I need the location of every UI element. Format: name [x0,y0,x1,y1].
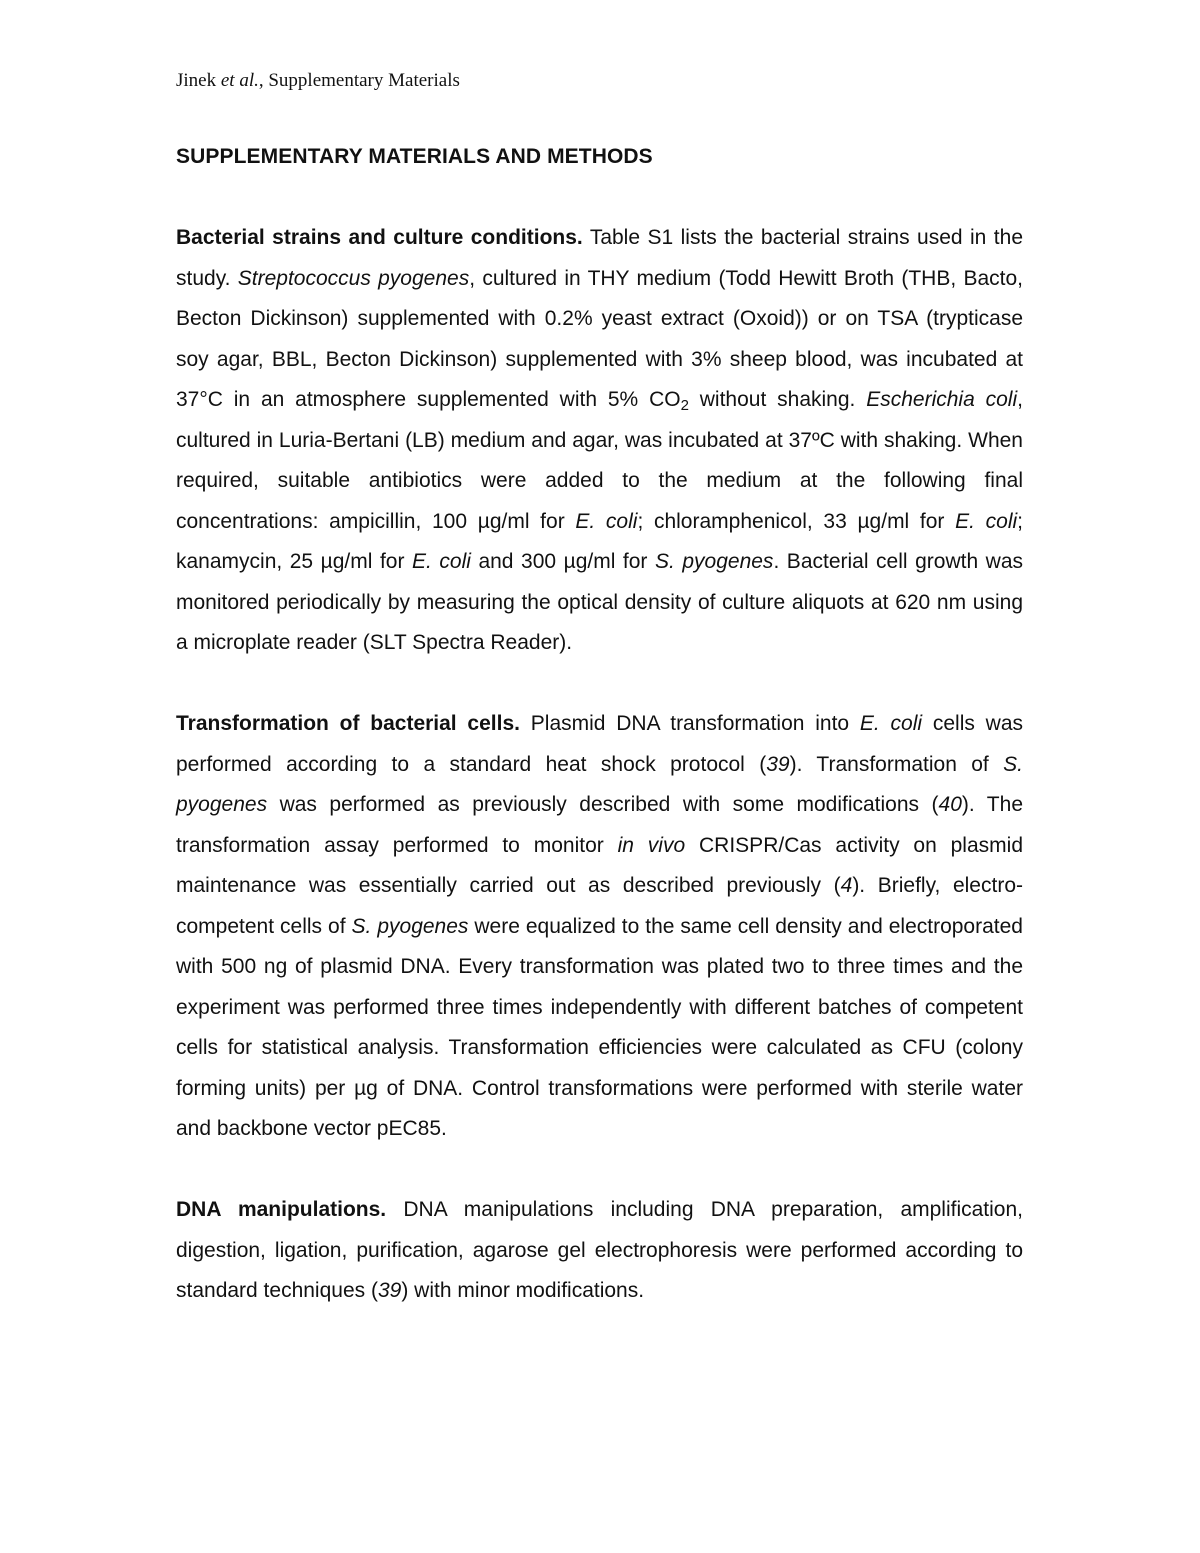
header-author: Jinek [176,70,221,91]
species-name: S. pyogenes [654,550,774,573]
text-run: ) with minor modifications. [401,1279,645,1302]
text-run: . Bacterial cell growth was monitored periodically by measuring the optical density of culture aliquots at 620 nm using a microplate reader (SLT Spectra Reader). [176,550,1024,654]
text-run: Table S1 lists the bacterial strains used in the study. [176,226,1024,290]
section-title: SUPPLEMENTARY MATERIALS AND METHODS [176,145,653,168]
citation-number: 39 [377,1279,402,1302]
citation-number: 40 [938,793,962,816]
paragraph-heading-bacterial-strains: Bacterial strains and culture conditions. [176,226,583,249]
text-run: , cultured in Luria-Bertani (LB) medium and agar, was incubated at 37ºC with shaking. When required, suitable antibiotics were added to the medium at the following final concentrations: ampicillin, 100 µg/ml for [176,388,1023,533]
paragraph-heading-transformation: Transformation of bacterial cells. [176,712,520,735]
species-name: Streptococcus pyogenes [237,266,470,290]
paragraph-dna-manipulations [176,1190,1023,1312]
species-name: Escherichia coli [866,388,1018,411]
paragraph-heading-dna-manipulations: DNA manipulations. [176,1198,387,1221]
species-name: E. coli [859,712,923,735]
subscript: 2 [680,397,689,414]
species-name: S. pyogenes [176,752,1024,816]
document-body [176,137,1023,1312]
text-run: without shaking. [688,388,867,411]
species-name: E. coli [412,550,471,573]
text-run: ; chloramphenicol, 33 µg/ml for [637,509,956,533]
text-run: Plasmid DNA transformation into [519,712,860,735]
citation-number: 4 [840,874,853,897]
citation-number: 39 [766,752,790,776]
paragraph-transformation [176,704,1023,1150]
header-rest: , Supplementary Materials [258,70,460,91]
italic-term: in vivo [617,833,686,857]
species-name: S. pyogenes [351,914,469,938]
species-name: E. coli [955,509,1018,533]
text-run: ). The transformation assay performed to monitor [176,793,1023,857]
text-run: ). Transformation of [789,752,1004,776]
text-run: were equalized to the same cell density and electroporated with 500 ng of plasmid DNA. Every transformation was plated two to three times and the experiment was performed three times independently with different batches of competent cells for statistical analysis. Transformation efficiencies were calculated as CFU (colony forming units) per µg of DNA. Control transformations were performed with sterile water and backbone vector pEC85. [176,914,1023,1140]
header-et-al: et al. [220,70,259,91]
text-run: ; kanamycin, 25 µg/ml for [176,509,1024,573]
paragraph-bacterial-strains [176,218,1023,664]
text-run: and 300 µg/ml for [470,550,655,573]
text-run: was performed as previously described with some modifications ( [267,793,939,816]
text-run: ). Briefly, electro-competent cells of [176,874,1023,938]
species-name: E. coli [575,509,638,533]
text-run: DNA manipulations including DNA preparation, amplification, digestion, ligation, purification, agarose gel electrophoresis were performed according to standard techniques ( [176,1198,1024,1302]
text-run: , cultured in THY medium (Todd Hewitt Broth (THB, Bacto, Becton Dickinson) supplemented with 0.2% yeast extract (Oxoid)) or on TSA (trypticase soy agar, BBL, Becton Dickinson) supplemented with 3% sheep blood, was incubated at 37°C in an atmosphere supplemented with 5% CO [176,266,1024,411]
running-header [176,68,460,94]
text-run: CRISPR/Cas activity on plasmid maintenance was essentially carried out as described previously ( [176,833,1023,897]
text-run: cells was performed according to a standard heat shock protocol ( [176,712,1024,776]
